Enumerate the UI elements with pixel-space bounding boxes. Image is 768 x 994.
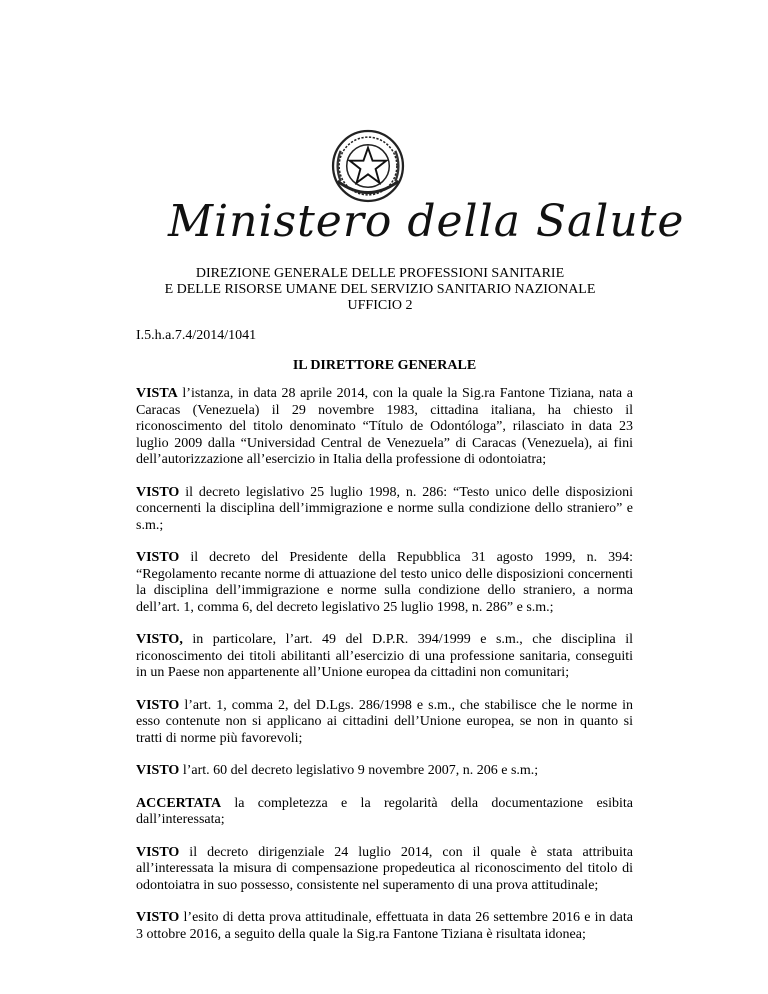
paragraph-text: l’art. 60 del decreto legislativo 9 novembre 2007, n. 206 e s.m.; bbox=[179, 763, 539, 778]
office-line: UFFICIO 2 bbox=[347, 298, 413, 313]
paragraph-text: l’esito di detta prova attitudinale, effettuata in data 26 settembre 2016 e in data 3 ottobre 2016, a seguito della quale la Sig.ra Fantone Tiziana è risultata idonea; bbox=[136, 910, 633, 942]
direction-line: DIREZIONE GENERALE DELLE PROFESSIONI SANITARIE bbox=[195, 266, 565, 281]
paragraph-keyword: VISTO bbox=[136, 844, 180, 860]
paragraph-keyword: VISTA bbox=[136, 386, 178, 401]
paragraph-text: il decreto legislativo 25 luglio 1998, n. 286: “Testo unico delle disposizioni concernenti la disciplina dell’immigrazione e norme sulla condizione dello straniero” e s.m.; bbox=[136, 484, 633, 533]
paragraph bbox=[136, 796, 633, 829]
paragraph-text: il decreto del Presidente della Repubblica 31 agosto 1999, n. 394: “Regolamento recante norme di attuazione del testo unico delle disposizioni concernenti la disciplina dell’immigrazione e norme sulla condizione dello straniero, a norma dell’art. 1, comma 6, del decreto legislativo 25 luglio 1998, n. 286” e s.m.; bbox=[136, 550, 633, 615]
direction-header bbox=[130, 266, 630, 314]
paragraph-text: la completezza e la regolarità della documentazione esibita dall’interessata; bbox=[136, 795, 633, 827]
paragraph-text: in particolare, l’art. 49 del D.P.R. 394/1999 e s.m., che disciplina il riconoscimento dei titoli abilitanti all’esercizio di una professione sanitaria, conseguiti in un Paese non appartenente all’Unione europea da cittadini non comunitari; bbox=[136, 632, 633, 680]
paragraph-keyword: VISTO, bbox=[136, 632, 183, 647]
paragraph bbox=[136, 845, 633, 895]
paragraph bbox=[136, 698, 633, 748]
paragraph-keyword: VISTO bbox=[136, 484, 180, 500]
paragraph bbox=[136, 386, 633, 469]
italian-republic-emblem bbox=[330, 128, 406, 204]
paragraph-text: il decreto dirigenziale 24 luglio 2014, con il quale è stata attribuita all’interessata la misura di compensazione propedeutica al riconoscimento del titolo di odontoiatra in suo possesso, consistente nel superamento di una prova attitudinale; bbox=[136, 844, 633, 893]
paragraph bbox=[136, 763, 633, 780]
paragraph bbox=[136, 910, 633, 943]
paragraph-keyword: ACCERTATA bbox=[136, 795, 222, 811]
protocol-number: I.5.h.a.7.4/2014/1041 bbox=[136, 328, 257, 343]
paragraph bbox=[136, 485, 633, 535]
paragraph-text: l’istanza, in data 28 aprile 2014, con la quale la Sig.ra Fantone Tiziana, nata a Caracas (Venezuela) il 29 novembre 1983, cittadina italiana, ha chiesto il riconoscimento del titolo denominato “Título de Odontóloga”, rilasciato in data 23 luglio 2009 dalla “Universidad Central de Venezuela” di Caracas (Venezuela), ai fini dell’autorizzazione all’esercizio in Italia della professione di odontoiatra; bbox=[136, 386, 633, 467]
direction-line: E DELLE RISORSE UMANE DEL SERVIZIO SANITARIO NAZIONALE bbox=[164, 282, 596, 297]
paragraph bbox=[136, 550, 633, 616]
document-title: IL DIRETTORE GENERALE bbox=[292, 358, 477, 373]
paragraph-text: l’art. 1, comma 2, del D.Lgs. 286/1998 e s.m., che stabilisce che le norme in esso contenute non si applicano ai cittadini dell’Unione europea, se non in quanto si tratti di norme più favorevoli; bbox=[136, 697, 633, 746]
ministry-name: Ministero della Salute bbox=[168, 196, 685, 247]
paragraph-keyword: VISTO bbox=[136, 697, 180, 713]
paragraph-keyword: VISTO bbox=[136, 763, 180, 778]
paragraph-keyword: VISTO bbox=[136, 550, 180, 565]
document-body bbox=[136, 386, 633, 959]
paragraph-keyword: VISTO bbox=[136, 910, 180, 925]
paragraph bbox=[136, 632, 633, 682]
